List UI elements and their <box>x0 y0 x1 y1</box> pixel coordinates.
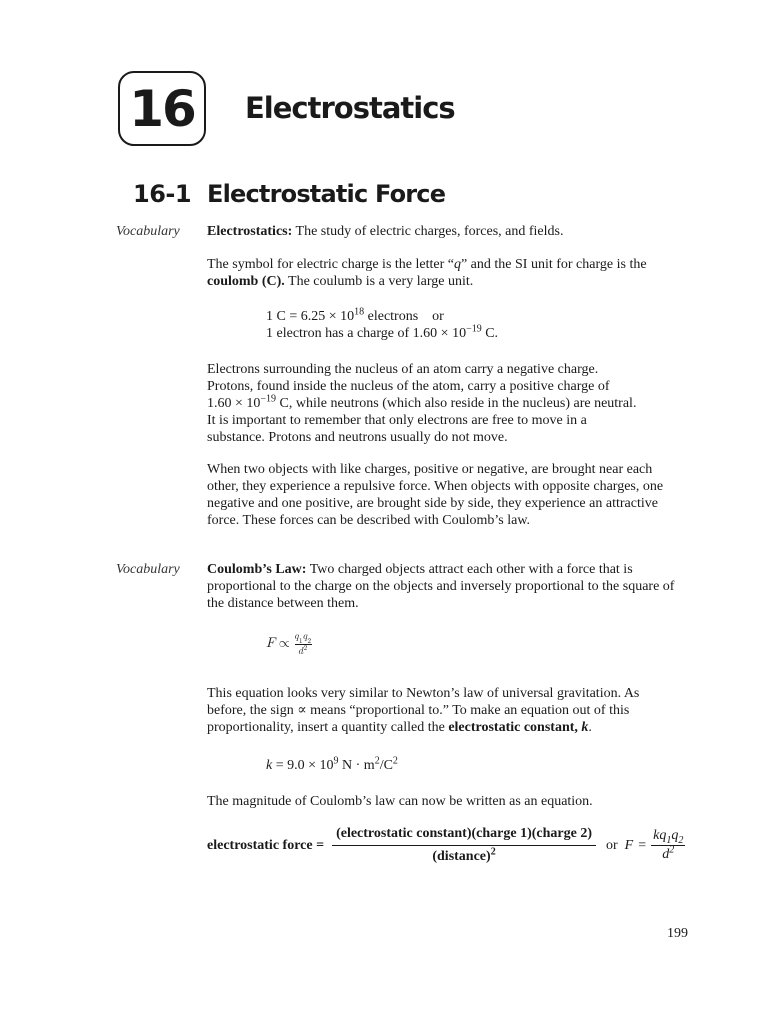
charge-text-c: The coulumb is a very large unit. <box>288 274 474 289</box>
paragraph-electrostatics-definition <box>207 223 677 240</box>
p3-line3-a: 1.60 × 10 <box>207 396 261 411</box>
p3-line4: It is important to remember that only electrons are free to move in a <box>207 413 587 428</box>
k-unit-exp3: 2 <box>392 755 398 767</box>
k-symbol: k <box>266 758 273 773</box>
p3-line3-exp: −19 <box>260 393 277 405</box>
term-coulomb: coulomb (C). <box>207 274 285 289</box>
k-unit-c: /C <box>379 758 393 773</box>
p3-line5: substance. Protons and neutrons usually do not move. <box>207 430 508 445</box>
term-k: k <box>581 720 589 735</box>
symbolic-denominator: $d^2$ <box>662 844 675 862</box>
p6-text: This equation looks very similar to Newton’s law of universal gravitation. As before, the sign ∝ means “proportional to.” To make an equation out of this proportionality, insert a quantity called the <box>207 686 640 735</box>
eq-or: or <box>605 837 618 853</box>
paragraph-magnitude: The magnitude of Coulomb’s law can now be written as an equation. <box>207 794 593 809</box>
vocabulary-label: Vocabulary <box>116 224 180 239</box>
proportional-symbol: ∝ <box>278 636 290 651</box>
equation-electron-charge <box>266 325 498 342</box>
equation-coulombs-law-full <box>207 826 685 865</box>
term-electrostatics: Electrostatics: <box>207 224 293 239</box>
word-denominator-text: (distance) <box>432 849 491 864</box>
eq1-line1-a: 1 C = 6.25 × 10 <box>266 309 355 324</box>
k-value-a: = 9.0 × 10 <box>272 758 334 773</box>
equation-coulomb-electrons <box>266 308 444 325</box>
eq-big-F: F <box>624 837 634 853</box>
chapter-title: Electrostatics <box>245 91 455 125</box>
eq1-line1-b: electrons or <box>364 309 444 324</box>
k-unit-exp2: 2 <box>374 755 380 767</box>
paragraph-protons-electrons <box>207 361 677 446</box>
definition-text: The study of electric charges, forces, and fields. <box>295 224 564 239</box>
fraction-q1q2-over-d2 <box>294 631 313 657</box>
fraction-kq1q2-over-d2 <box>651 828 685 863</box>
word-denominator <box>332 846 596 865</box>
p3-line2: Protons, found inside the nucleus of the atom, carry a positive charge of <box>207 379 610 394</box>
eq1-line2-exp: −19 <box>466 323 482 335</box>
p3-line3-b: C, while neutrons (which also reside in the nucleus) are neutral. <box>276 396 637 411</box>
eq-lhs-label: electrostatic force = <box>207 837 325 853</box>
eq1-line2-b: C. <box>481 326 499 341</box>
fraction-word-equation <box>332 826 596 865</box>
term-electrostatic-constant <box>448 720 588 735</box>
k-exp: 9 <box>333 755 339 767</box>
numerator-q1q2: q1 q2 <box>294 631 311 645</box>
chapter-number: 16 <box>129 80 195 138</box>
p3-line1: Electrons surrounding the nucleus of an atom carry a negative charge. <box>207 362 599 377</box>
equation-proportionality <box>266 631 313 657</box>
eq-big-equals: = <box>638 837 647 853</box>
word-numerator: (electrostatic constant)(charge 1)(charge 2) <box>332 826 596 846</box>
chapter-number-box <box>118 71 206 146</box>
symbolic-numerator: $kq_1q_2$ <box>653 828 684 846</box>
eq-F: F <box>266 636 276 651</box>
denominator-d2: d 2 <box>298 644 308 657</box>
equation-electrostatic-constant <box>266 757 398 774</box>
paragraph-coulombs-law <box>207 561 677 612</box>
word-denominator-exp: 2 <box>490 846 496 858</box>
charge-symbol-q: q <box>453 257 461 272</box>
eq1-line2-a: 1 electron has a charge of 1.60 × 10 <box>266 326 467 341</box>
charge-text-b: ” and the SI unit for charge is the <box>460 257 647 272</box>
proportionality-math <box>266 631 313 657</box>
paragraph-charge-symbol <box>207 256 677 290</box>
section-title: Electrostatic Force <box>207 180 446 208</box>
eq1-line1-exp: 18 <box>354 306 365 318</box>
paragraph-like-charges: When two objects with like charges, positive or negative, are brought near each other, they experience a repulsive force. When objects with opposite charges, one negative and one positive, are brought side by side, they experience an attractive force. These forces can be described with Coulomb’s law. <box>207 462 664 528</box>
paragraph-newton-comparison <box>207 685 677 736</box>
charge-text-a: The symbol for electric charge is the letter “ <box>207 257 454 272</box>
page-number: 199 <box>667 926 688 941</box>
term-electrostatic-constant-label: electrostatic constant, <box>448 720 578 735</box>
term-coulombs-law: Coulomb’s Law: <box>207 562 307 577</box>
coulombs-law-text: Two charged objects attract each other with a force that is proportional to the charge on the objects and inversely proportional to the square of the distance between them. <box>207 562 675 611</box>
p6-end: . <box>588 720 592 735</box>
section-number: 16-1 <box>133 180 192 208</box>
vocabulary-label: Vocabulary <box>116 562 180 577</box>
k-unit-a: N · m <box>338 758 375 773</box>
